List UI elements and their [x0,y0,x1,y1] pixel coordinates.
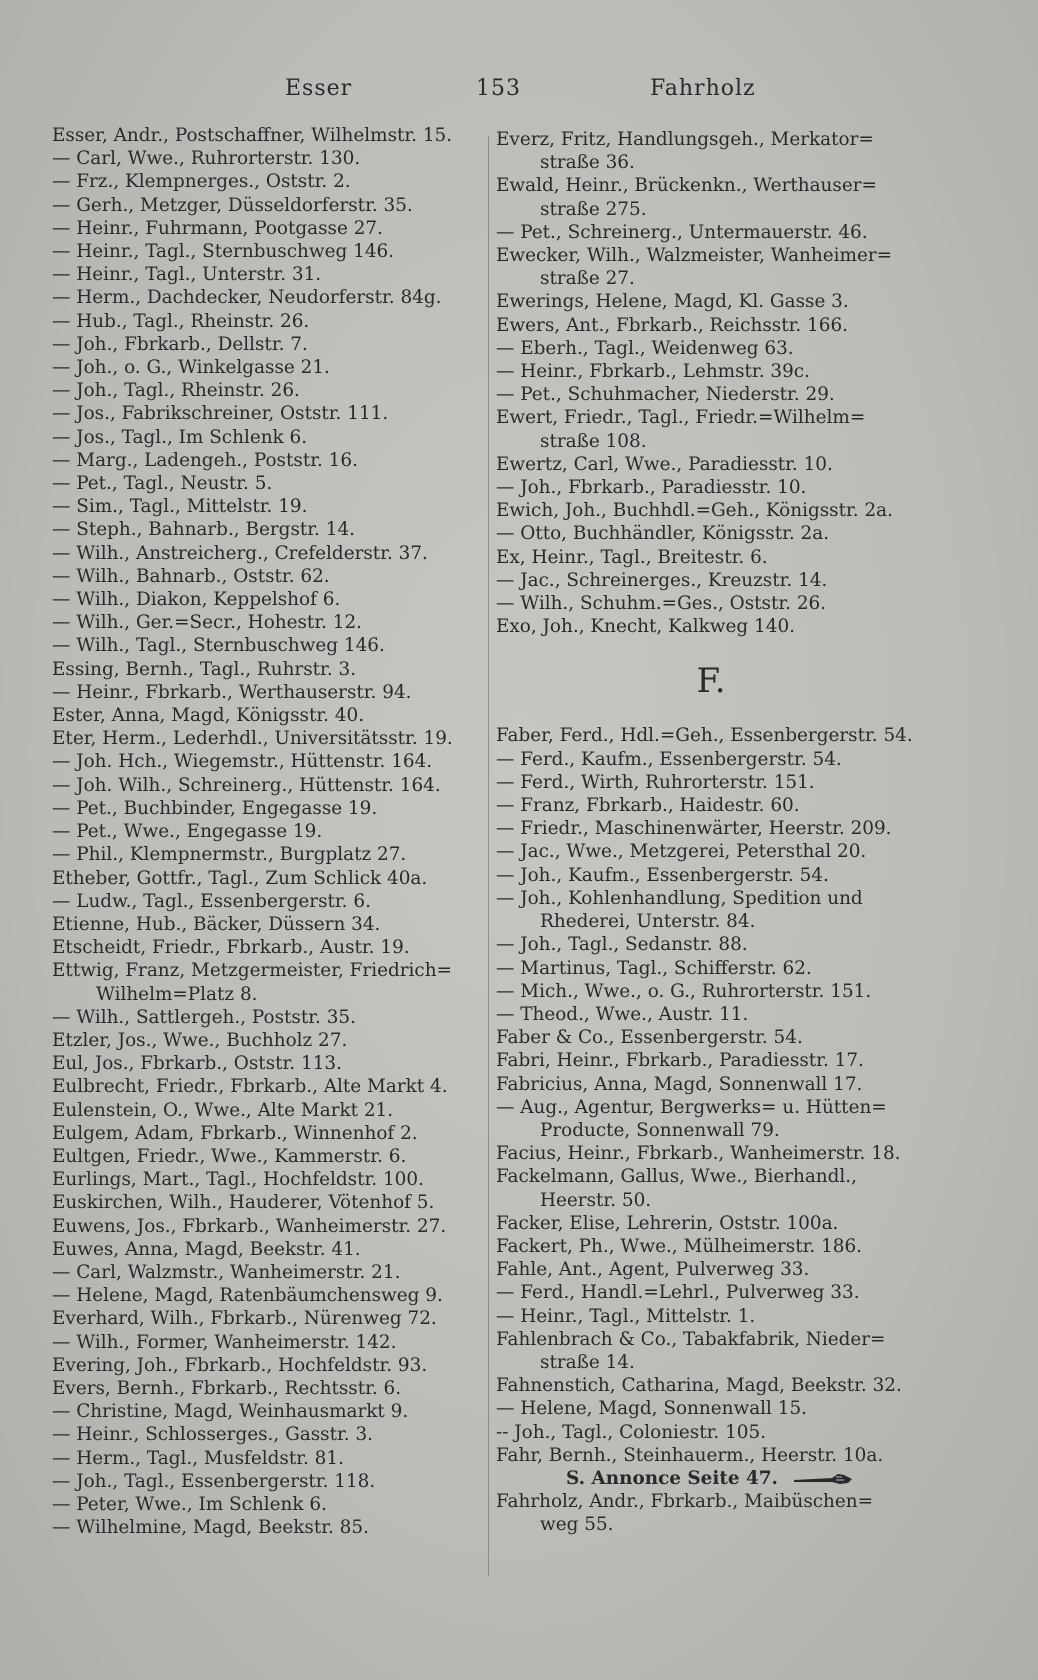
directory-entry: — Wilh., Ger.=Secr., Hohestr. 12. [52,612,363,634]
directory-entry: Fahle, Ant., Agent, Pulverweg 33. [496,1259,810,1281]
directory-entry: Ettwig, Franz, Metzgermeister, Friedrich= [52,960,452,982]
directory-entry: Ewers, Ant., Fbrkarb., Reichsstr. 166. [496,314,848,336]
directory-entry: — Christine, Magd, Weinhausmarkt 9. [52,1401,409,1423]
right-column-e-entries [496,128,946,638]
directory-entry: — Pet., Schreinerg., Untermauerstr. 46. [496,221,868,243]
directory-entry: — Heinr., Tagl., Sternbuschweg 146. [52,241,395,263]
pointing-hand-icon [792,1471,854,1487]
directory-entry: — Pet., Schuhmacher, Niederstr. 29. [496,384,835,406]
directory-entry: — Wilh., Bahnarb., Oststr. 62. [52,565,330,587]
directory-entry: Fahlenbrach & Co., Tabakfabrik, Nieder= [496,1328,886,1350]
directory-entry: Esser, Andr., Postschaffner, Wilhelmstr. 15. [52,125,453,146]
directory-entry: Ester, Anna, Magd, Königsstr. 40. [52,705,365,727]
directory-entry: -- Joh., Tagl., Coloniestr. 105. [496,1421,767,1443]
directory-entry: Eulbrecht, Friedr., Fbrkarb., Alte Markt 4. [52,1076,448,1098]
directory-entry: — Heinr., Tagl., Unterstr. 31. [52,264,322,286]
directory-entry: Everz, Fritz, Handlungsgeh., Merkator= [496,129,874,150]
directory-entry: Faber, Ferd., Hdl.=Geh., Essenbergerstr. 54. [496,725,913,747]
directory-entry: — Frz., Klempnerges., Oststr. 2. [52,171,351,193]
directory-entry: Etzler, Jos., Wwe., Buchholz 27. [52,1029,348,1051]
directory-entry: Eultgen, Friedr., Wwe., Kammerstr. 6. [52,1145,407,1167]
directory-entry: Facker, Elise, Lehrerin, Oststr. 100a. [496,1212,839,1234]
directory-entry: Ewertz, Carl, Wwe., Paradiesstr. 10. [496,453,833,475]
directory-entry: — Heinr., Fbrkarb., Lehmstr. 39c. [496,361,810,383]
directory-entry: — Helene, Magd, Sonnenwall 15. [496,1398,808,1420]
directory-entry: — Wilh., Diakon, Keppelshof 6. [52,589,341,611]
header-left-keyword: Esser [285,76,353,101]
directory-entry: — Steph., Bahnarb., Bergstr. 14. [52,519,355,541]
directory-entry: Ewecker, Wilh., Walzmeister, Wanheimer= [496,245,893,267]
directory-entry: — Herm., Tagl., Musfeldstr. 81. [52,1447,344,1469]
header-right-keyword: Fahrholz [650,76,756,101]
right-column-f-entries [496,724,946,1467]
directory-entry: Evers, Bernh., Fbrkarb., Rechtsstr. 6. [52,1377,402,1399]
directory-entry: Eulenstein, O., Wwe., Alte Markt 21. [52,1099,394,1121]
directory-entry: — Joh. Wilh., Schreinerg., Hüttenstr. 164. [52,774,441,796]
directory-entry: — Friedr., Maschinenwärter, Heerstr. 209. [496,818,892,840]
directory-entry: — Joh. Hch., Wiegemstr., Hüttenstr. 164. [52,751,433,773]
directory-entry: — Eberh., Tagl., Weidenweg 63. [496,337,794,359]
directory-entry: — Joh., Kaufm., Essenbergerstr. 54. [496,864,829,886]
directory-entry: weg 55. [540,1514,614,1536]
directory-entry: — Joh., Fbrkarb., Dellstr. 7. [52,333,308,355]
directory-entry: Exo, Joh., Knecht, Kalkweg 140. [496,616,796,638]
directory-entry: Heerstr. 50. [540,1189,652,1211]
column-divider [488,136,489,1576]
directory-entry: Ex, Heinr., Tagl., Breitestr. 6. [496,546,768,568]
directory-entry: — Heinr., Schlosserges., Gasstr. 3. [52,1424,373,1446]
directory-entry: — Joh., Fbrkarb., Paradiesstr. 10. [496,477,807,499]
directory-entry: — Wilh., Anstreicherg., Crefelderstr. 37. [52,542,428,564]
directory-entry: — Hub., Tagl., Rheinstr. 26. [52,310,310,332]
directory-entry: — Martinus, Tagl., Schifferstr. 62. [496,957,812,979]
directory-entry: Ewald, Heinr., Brückenkn., Werthauser= [496,175,877,197]
directory-entry: — Wilh., Schuhm.=Ges., Oststr. 26. [496,593,827,615]
directory-entry: — Joh., Kohlenhandlung, Spedition und [496,887,863,909]
directory-entry: Producte, Sonnenwall 79. [540,1119,780,1141]
directory-entry: Eurlings, Mart., Tagl., Hochfeldstr. 100. [52,1169,424,1191]
directory-entry: straße 14. [540,1351,635,1373]
directory-entry: Ewich, Joh., Buchhdl.=Geh., Königsstr. 2a. [496,500,893,522]
directory-entry: Fabri, Heinr., Fbrkarb., Paradiesstr. 17. [496,1050,864,1072]
page-number: 153 [476,76,521,101]
directory-entry: Etscheidt, Friedr., Fbrkarb., Austr. 19. [52,937,410,959]
directory-entry: — Jos., Tagl., Im Schlenk 6. [52,426,308,448]
directory-entry: — Carl, Walzmstr., Wanheimerstr. 21. [52,1261,401,1283]
directory-entry: — Jac., Wwe., Metzgerei, Petersthal 20. [496,841,867,863]
directory-entry: — Gerh., Metzger, Düsseldorferstr. 35. [52,194,413,216]
directory-entry: Fahr, Bernh., Steinhauerm., Heerstr. 10a. [496,1444,884,1466]
directory-entry: Fackelmann, Gallus, Wwe., Bierhandl., [496,1166,857,1188]
directory-entry: — Pet., Tagl., Neustr. 5. [52,473,273,495]
left-column [52,124,482,1539]
directory-entry: — Phil., Klempnermstr., Burgplatz 27. [52,844,407,866]
section-letter-f: F. [696,661,726,702]
directory-entry: Eter, Herm., Lederhdl., Universitätsstr. 19. [52,728,453,750]
directory-entry: — Jac., Schreinerges., Kreuzstr. 14. [496,569,828,591]
right-column-tail-entries [496,1490,946,1536]
directory-entry: Evering, Joh., Fbrkarb., Hochfeldstr. 93. [52,1354,428,1376]
directory-entry: — Ferd., Kaufm., Essenbergerstr. 54. [496,748,842,770]
directory-entry: — Wilhelmine, Magd, Beekstr. 85. [52,1517,369,1539]
directory-entry: — Franz, Fbrkarb., Haidestr. 60. [496,795,800,817]
directory-entry: — Helene, Magd, Ratenbäumchensweg 9. [52,1285,443,1307]
directory-entry: — Ludw., Tagl., Essenbergerstr. 6. [52,890,371,912]
directory-entry: — Peter, Wwe., Im Schlenk 6. [52,1493,327,1515]
directory-entry: Fahrholz, Andr., Fbrkarb., Maibüschen= [496,1491,874,1513]
page-header [0,76,1038,116]
annonce-text: S. Annonce Seite 47. [566,1467,778,1489]
directory-entry: Wilhelm=Platz 8. [96,983,258,1005]
directory-entry: — Heinr., Fbrkarb., Werthauserstr. 94. [52,681,412,703]
directory-entry: Facius, Heinr., Fbrkarb., Wanheimerstr. 18. [496,1143,901,1165]
directory-entry: — Herm., Dachdecker, Neudorferstr. 84g. [52,287,442,309]
directory-entry: — Mich., Wwe., o. G., Ruhrorterstr. 151. [496,980,872,1002]
directory-entry: Eul, Jos., Fbrkarb., Oststr. 113. [52,1053,342,1075]
directory-entry: straße 27. [540,268,635,290]
directory-entry: — Joh., Tagl., Essenbergerstr. 118. [52,1470,376,1492]
directory-entry: Etienne, Hub., Bäcker, Düssern 34. [52,913,381,935]
directory-entry: — Sim., Tagl., Mittelstr. 19. [52,496,308,518]
directory-entry: — Ferd., Wirth, Ruhrorterstr. 151. [496,771,815,793]
directory-entry: Ewerings, Helene, Magd, Kl. Gasse 3. [496,291,849,313]
directory-entry: — Heinr., Fuhrmann, Pootgasse 27. [52,217,383,239]
directory-entry: Etheber, Gottfr., Tagl., Zum Schlick 40a. [52,867,428,889]
directory-entry: — Wilh., Former, Wanheimerstr. 142. [52,1331,397,1353]
directory-entry: Fabricius, Anna, Magd, Sonnenwall 17. [496,1073,863,1095]
directory-entry: Essing, Bernh., Tagl., Ruhrstr. 3. [52,658,357,680]
directory-entry: — Ferd., Handl.=Lehrl., Pulverweg 33. [496,1282,860,1304]
directory-entry: — Jos., Fabrikschreiner, Oststr. 111. [52,403,389,425]
directory-entry: Fahnenstich, Catharina, Magd, Beekstr. 32. [496,1375,902,1397]
directory-entry: Ewert, Friedr., Tagl., Friedr.=Wilhelm= [496,407,866,429]
annonce-reference [496,1467,946,1490]
directory-entry: — Pet., Wwe., Engegasse 19. [52,821,323,843]
directory-entry: — Heinr., Tagl., Mittelstr. 1. [496,1305,756,1327]
directory-entry: — Joh., Tagl., Rheinstr. 26. [52,380,300,402]
directory-entry: Euskirchen, Wilh., Hauderer, Vötenhof 5. [52,1192,435,1214]
directory-entry: Everhard, Wilh., Fbrkarb., Nürenweg 72. [52,1308,437,1330]
directory-entry: Rhederei, Unterstr. 84. [540,911,756,933]
directory-entry: straße 108. [540,430,647,452]
directory-entry: — Theod., Wwe., Austr. 11. [496,1003,749,1025]
directory-entry: Eulgem, Adam, Fbrkarb., Winnenhof 2. [52,1122,418,1144]
directory-entry: — Carl, Wwe., Ruhrorterstr. 130. [52,148,361,170]
directory-entry: — Wilh., Tagl., Sternbuschweg 146. [52,635,385,657]
directory-entry: — Marg., Ladengeh., Poststr. 16. [52,449,358,471]
directory-entry: — Joh., o. G., Winkelgasse 21. [52,357,330,379]
directory-entry: — Aug., Agentur, Bergwerks= u. Hütten= [496,1096,887,1118]
directory-entry: Euwes, Anna, Magd, Beekstr. 41. [52,1238,361,1260]
directory-entry: — Pet., Buchbinder, Engegasse 19. [52,797,378,819]
directory-entry: — Wilh., Sattlergeh., Poststr. 35. [52,1006,356,1028]
directory-entry: Fackert, Ph., Wwe., Mülheimerstr. 186. [496,1235,863,1257]
directory-entry: — Joh., Tagl., Sedanstr. 88. [496,934,748,956]
directory-entry: Euwens, Jos., Fbrkarb., Wanheimerstr. 27. [52,1215,447,1237]
right-column [496,128,946,1537]
directory-entry: — Otto, Buchhändler, Königsstr. 2a. [496,523,830,545]
directory-entry: straße 275. [540,198,647,220]
directory-entry: Faber & Co., Essenbergerstr. 54. [496,1027,803,1049]
directory-entry: straße 36. [540,152,635,174]
